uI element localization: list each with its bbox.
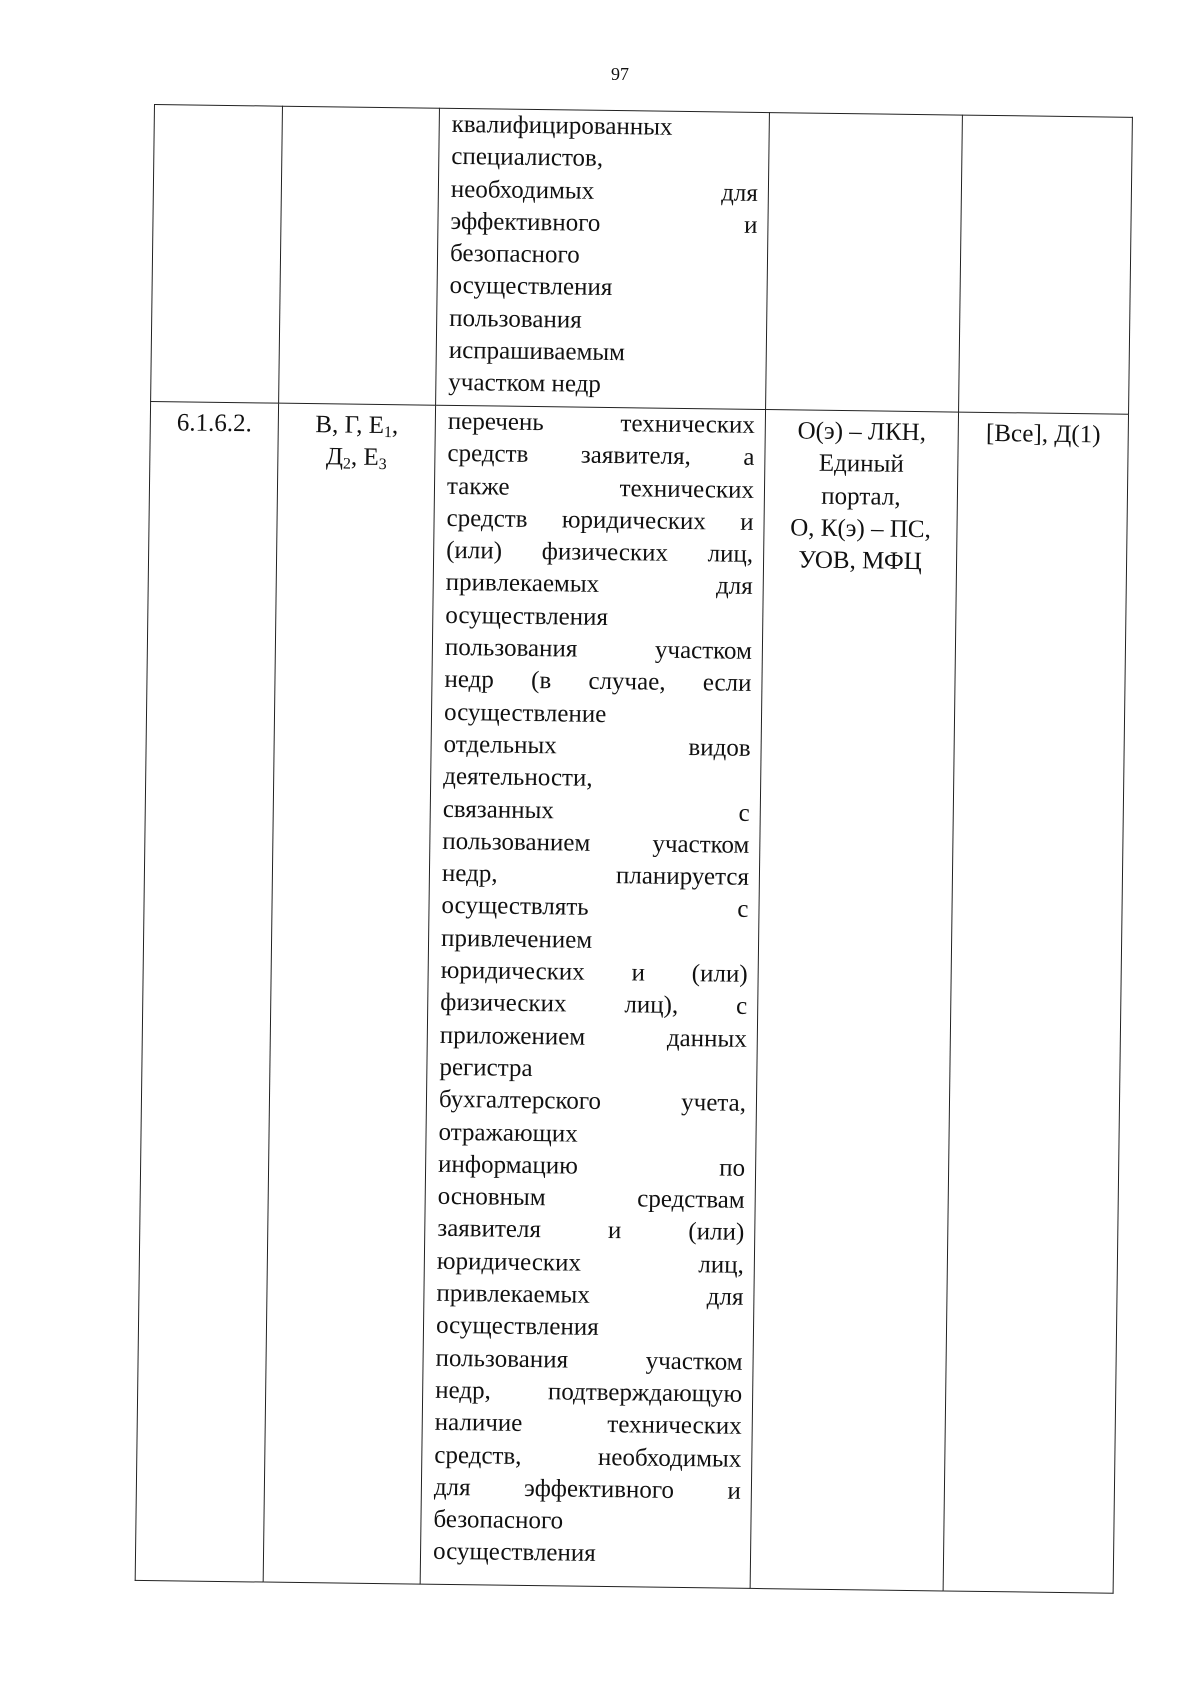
description-line: отражающих: [438, 1118, 578, 1148]
description-line: недр (в случае, если: [444, 666, 752, 698]
description-line: средств, необходимых: [434, 1441, 742, 1473]
description-line: юридических и (или): [440, 956, 748, 988]
description-line: осуществления: [435, 1312, 599, 1342]
requirements-cell: [959, 115, 1133, 414]
description-line: привлечением: [440, 924, 593, 954]
description-cell: [420, 405, 765, 1588]
category-cell: [263, 403, 435, 1584]
source-cell: [750, 410, 958, 1591]
requirements-text: [Все], Д(1): [985, 419, 1101, 449]
requirements-cell: [943, 412, 1128, 1593]
source-line: Единый: [818, 450, 904, 479]
table-row-continuation: [151, 105, 1133, 415]
description-line: осуществления: [432, 1538, 596, 1568]
description-line: осуществление: [443, 698, 607, 728]
description-line: эффективного и: [450, 207, 758, 239]
source-line: О, К(э) – ПС,: [790, 514, 931, 544]
description-line: (или) физических лиц,: [446, 537, 754, 569]
source-line: О(э) – ЛКН,: [797, 417, 927, 447]
description-line: безопасного: [433, 1505, 564, 1535]
source-line: УОВ, МФЦ: [798, 546, 922, 576]
description-line: средств юридических и: [446, 504, 754, 536]
description-line: безопасного: [449, 240, 580, 269]
description-line: необходимых для: [450, 175, 759, 207]
categories-line-1: В, Г, $Е_1$,: [315, 411, 399, 442]
description-line: осуществления: [449, 272, 613, 302]
description-line: основным средствам: [437, 1182, 745, 1214]
number-cell: [135, 401, 278, 1582]
description-line: недр, подтверждающую: [435, 1376, 743, 1408]
description-line: средств заявителя, а: [447, 440, 755, 472]
description-line: бухгалтерского учета,: [438, 1086, 747, 1118]
number-cell: [151, 105, 283, 404]
description-line: недр, планируется: [441, 859, 750, 892]
description-line: для эффективного и: [433, 1473, 742, 1505]
description-line: привлекаемых для: [436, 1279, 744, 1311]
description-line: связанных с: [442, 795, 750, 827]
description-line: привлекаемых для: [445, 569, 753, 601]
description-line: пользования участком: [444, 633, 753, 665]
description-line: пользованием участком: [442, 827, 750, 859]
table-row-6-1-6-2: [135, 401, 1128, 1593]
page-number: 97: [611, 64, 629, 84]
description-line: квалифицированных: [451, 110, 673, 141]
requirements-table: [135, 104, 1133, 1594]
description-line: специалистов,: [451, 143, 604, 173]
source-line: портал,: [821, 482, 901, 511]
description-line: информацию по: [437, 1150, 746, 1182]
description-line: осуществлять с: [441, 892, 749, 924]
description-line: пользования участком: [435, 1344, 743, 1376]
description-line: перечень технических: [447, 407, 756, 439]
description-line: осуществления: [445, 601, 609, 631]
row-number: 6.1.6.2.: [176, 409, 252, 438]
description-line: наличие технических: [434, 1408, 742, 1441]
description-line: заявителя и (или): [437, 1215, 745, 1247]
description-line: приложением данных: [439, 1021, 747, 1053]
description-line: деятельности,: [443, 763, 593, 793]
description-line: пользования: [449, 304, 582, 334]
source-cell: [766, 113, 963, 413]
description-line: испрашиваемым: [448, 336, 626, 367]
description-line: физических лиц), с: [440, 989, 748, 1021]
description-line: участком недр: [448, 369, 602, 399]
description-line: юридических лиц,: [436, 1247, 745, 1279]
categories-line-2: $Д_2$, $Е_3$: [325, 443, 387, 474]
description-line: регистра: [439, 1053, 533, 1082]
description-line: также технических: [446, 472, 755, 504]
description-line: отдельных видов: [443, 730, 751, 762]
category-cell: [279, 106, 440, 405]
description-cell: [436, 108, 770, 409]
